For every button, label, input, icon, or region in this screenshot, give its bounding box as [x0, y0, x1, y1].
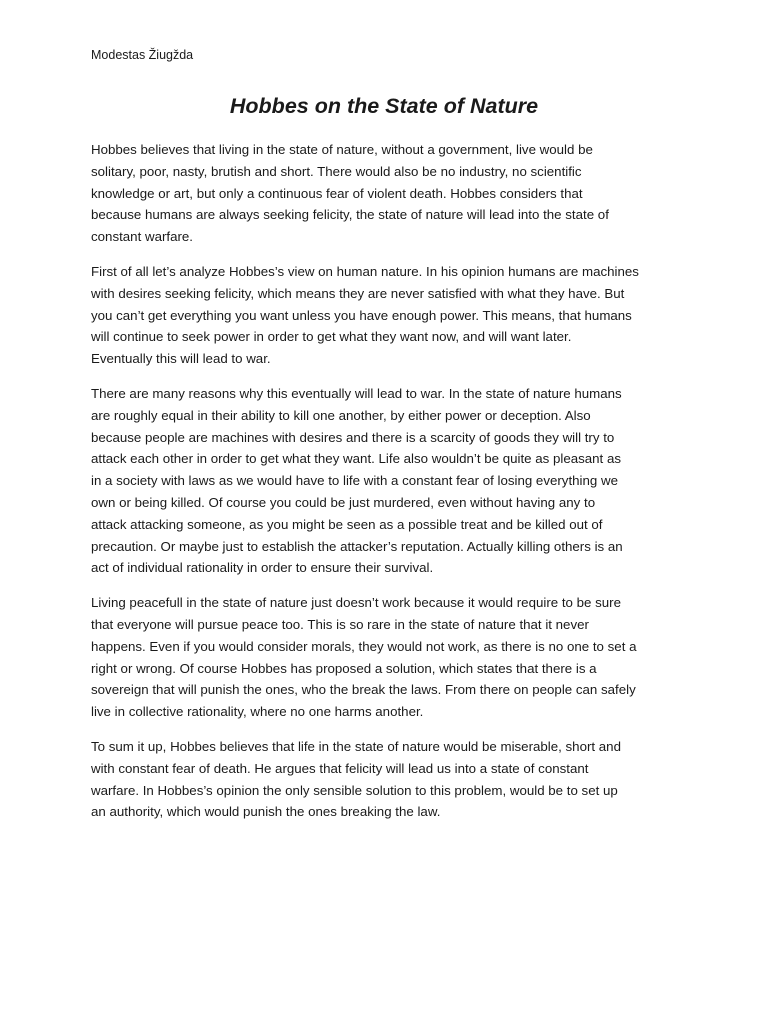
paragraph-line: right or wrong. Of course Hobbes has proposed a solution, which states that there is a: [91, 660, 597, 676]
paragraph: [91, 592, 683, 723]
paragraph: [91, 139, 683, 248]
paragraph-line: with desires seeking felicity, which means they are never satisfied with what they have. But: [91, 285, 625, 301]
paragraph-line: live in collective rationality, where no one harms another.: [91, 704, 424, 720]
paragraph-line: that everyone will pursue peace too. This is so rare in the state of nature that it never: [91, 616, 589, 632]
paragraph-line: warfare. In Hobbes’s opinion the only sensible solution to this problem, would be to set up: [91, 782, 618, 798]
paragraph-line: because people are machines with desires and there is a scarcity of goods they will try to: [91, 429, 615, 445]
paragraph-line: with constant fear of death. He argues that felicity will lead us into a state of constant: [91, 760, 589, 776]
author-name: Modestas Žiugžda: [91, 48, 194, 62]
paragraph-line: There are many reasons why this eventually will lead to war. In the state of nature humans: [91, 385, 622, 401]
paragraph-line: Hobbes believes that living in the state of nature, without a government, live would be: [91, 142, 593, 157]
paragraph: [91, 736, 683, 823]
paragraph-line: attack attacking someone, as you might be seen as a possible treat and be killed out of: [91, 516, 603, 532]
paragraph-line: own or being killed. Of course you could be just murdered, even without having any to: [91, 494, 596, 510]
paragraph-line: First of all let’s analyze Hobbes’s view on human nature. In his opinion humans are machines: [91, 263, 639, 279]
paragraph: [91, 383, 683, 579]
paragraph-line: will continue to seek power in order to get what they want now, and will want later.: [91, 329, 572, 345]
paragraph-line: an authority, which would punish the ones breaking the law.: [91, 804, 441, 820]
paragraph-line: solitary, poor, nasty, brutish and short. There would also be no industry, no scientific: [91, 163, 582, 179]
paragraph-line: Living peacefull in the state of nature just doesn’t work because it would require to be sure: [91, 595, 621, 611]
paragraph-line: attack each other in order to get what they want. Life also wouldn’t be quite as pleasant as: [91, 451, 621, 467]
paragraph-line: knowledge or art, but only a continuous fear of violent death. Hobbes considers that: [91, 185, 583, 201]
paragraph-line: constant warfare.: [91, 229, 193, 245]
document-title: Hobbes on the State of Nature: [229, 94, 539, 118]
paragraph-line: in a society with laws as we would have to life with a constant fear of losing everything we: [91, 473, 618, 489]
paragraph-line: Eventually this will lead to war.: [91, 351, 271, 367]
paragraph-line: act of individual rationality in order to ensure their survival.: [91, 560, 434, 576]
paragraph-line: happens. Even if you would consider morals, they would not work, as there is no one to set a: [91, 638, 637, 654]
paragraph: [91, 261, 683, 370]
paragraph-line: To sum it up, Hobbes believes that life in the state of nature would be miserable, short and: [91, 738, 621, 754]
paragraph-line: sovereign that will punish the ones, who the break the laws. From there on people can safely: [91, 682, 636, 698]
paragraph-line: are roughly equal in their ability to kill one another, by either power or deception. Also: [91, 407, 591, 423]
paragraph-line: you can’t get everything you want unless you have enough power. This means, that humans: [91, 307, 632, 323]
paragraph-line: precaution. Or maybe just to establish the attacker’s reputation. Actually killing others is an: [91, 538, 623, 554]
paragraph-line: because humans are always seeking felicity, the state of nature will lead into the state of: [91, 207, 609, 223]
document-body: [91, 139, 683, 836]
